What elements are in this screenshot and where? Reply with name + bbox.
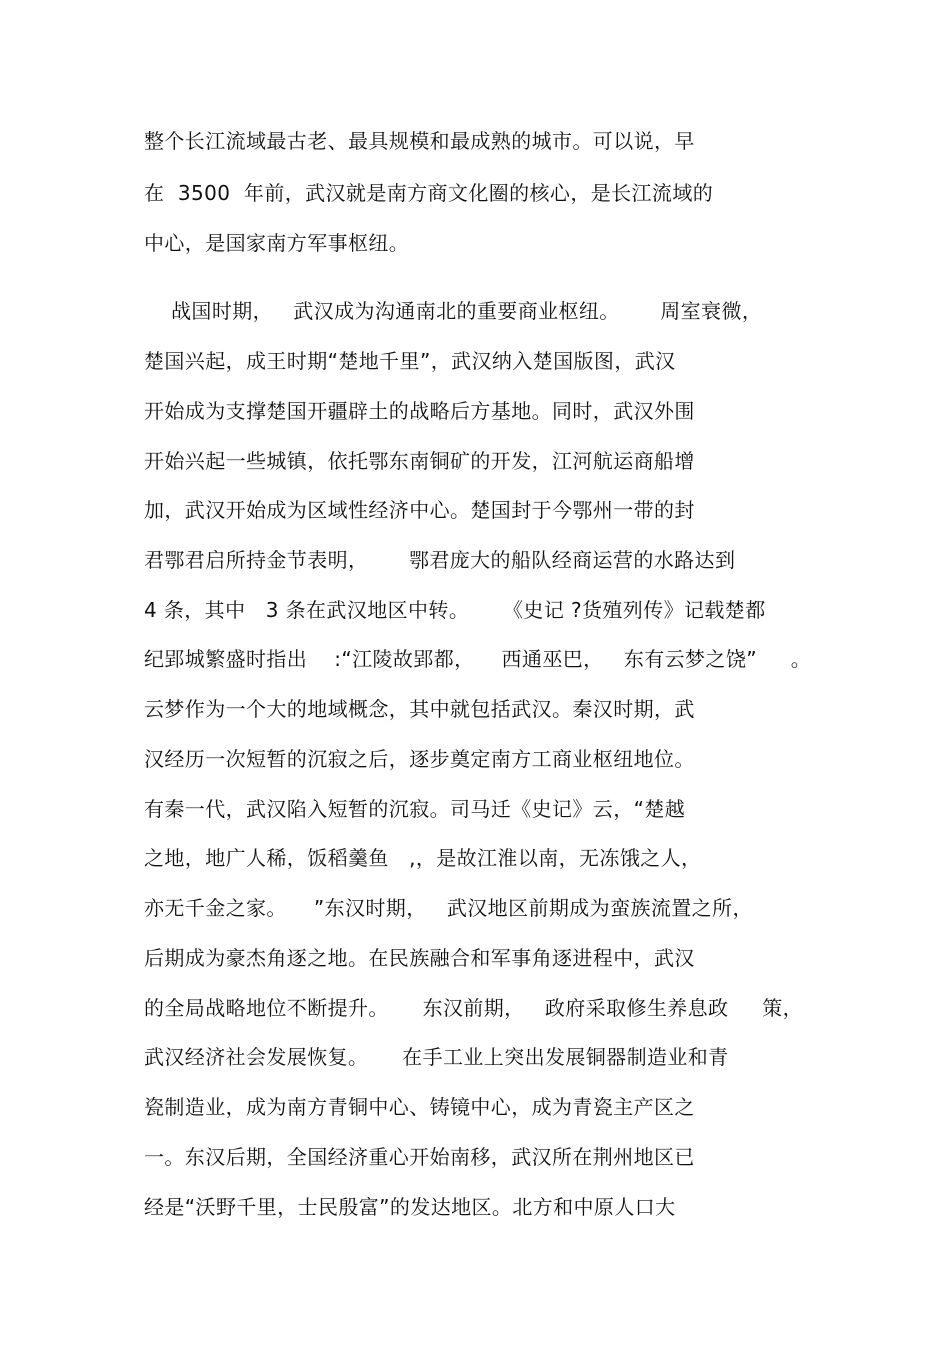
text-line: 亦无千金之家。 ”东汉时期， 武汉地区前期成为蛮族流置之所， bbox=[144, 896, 753, 920]
text-line: 在 3500 年前，武汉就是南方商文化圈的核心，是长江流域的 bbox=[144, 181, 714, 205]
text-line: 中心，是国家南方军事枢纽。 bbox=[144, 231, 410, 255]
text-line: 开始成为支撑楚国开疆辟土的战略后方基地。同时，武汉外围 bbox=[144, 399, 695, 423]
text-line: 汉经历一次短暂的沉寂之后，逐步奠定南方工商业枢纽地位。 bbox=[144, 747, 695, 771]
text-line: 君鄂君启所持金节表明， 鄂君庞大的船队经商运营的水路达到 bbox=[144, 548, 736, 572]
text-line: 武汉经济社会发展恢复。 在手工业上突出发展铜器制造业和青 bbox=[144, 1045, 729, 1069]
text-line: 的全局战略地位不断提升。 东汉前期， 政府采取修生养息政 策， bbox=[144, 996, 804, 1020]
text-line: 有秦一代，武汉陷入短暂的沉寂。司马迁《史记》云，“楚越 bbox=[144, 797, 686, 821]
text-line: 云梦作为一个大的地域概念，其中就包括武汉。秦汉时期，武 bbox=[144, 697, 695, 721]
text-line: 之地，地广人稀，饭稻羹鱼 ,，是故江淮以南，无冻饿之人， bbox=[144, 846, 702, 870]
text-line: 经是“沃野千里，士民殷富”的发达地区。北方和中原人口大 bbox=[144, 1195, 676, 1219]
text-line: 4 条，其中 3 条在武汉地区中转。 《史记 ?货殖列传》记载楚都 bbox=[144, 598, 766, 622]
text-line: 战国时期， 武汉成为沟通南北的重要商业枢纽。 周室衰微， bbox=[144, 299, 763, 323]
text-line: 后期成为豪杰角逐之地。在民族融合和军事角逐进程中，武汉 bbox=[144, 946, 695, 970]
text-line: 一。东汉后期，全国经济重心开始南移，武汉所在荆州地区已 bbox=[144, 1145, 695, 1169]
text-line: 楚国兴起，成王时期“楚地千里”，武汉纳入楚国版图，武汉 bbox=[144, 349, 676, 373]
text-line: 加，武汉开始成为区域性经济中心。楚国封于今鄂州一带的封 bbox=[144, 498, 695, 522]
text-line: 纪郢城繁盛时指出 :“江陵故郢都， 西通巫巴， 东有云梦之饶” 。 bbox=[144, 647, 812, 671]
text-line: 开始兴起一些城镇，依托鄂东南铜矿的开发，江河航运商船增 bbox=[144, 449, 695, 473]
text-line: 瓷制造业，成为南方青铜中心、铸镜中心，成为青瓷主产区之 bbox=[144, 1095, 695, 1119]
text-line: 整个长江流域最古老、最具规模和最成熟的城市。可以说，早 bbox=[144, 129, 695, 153]
